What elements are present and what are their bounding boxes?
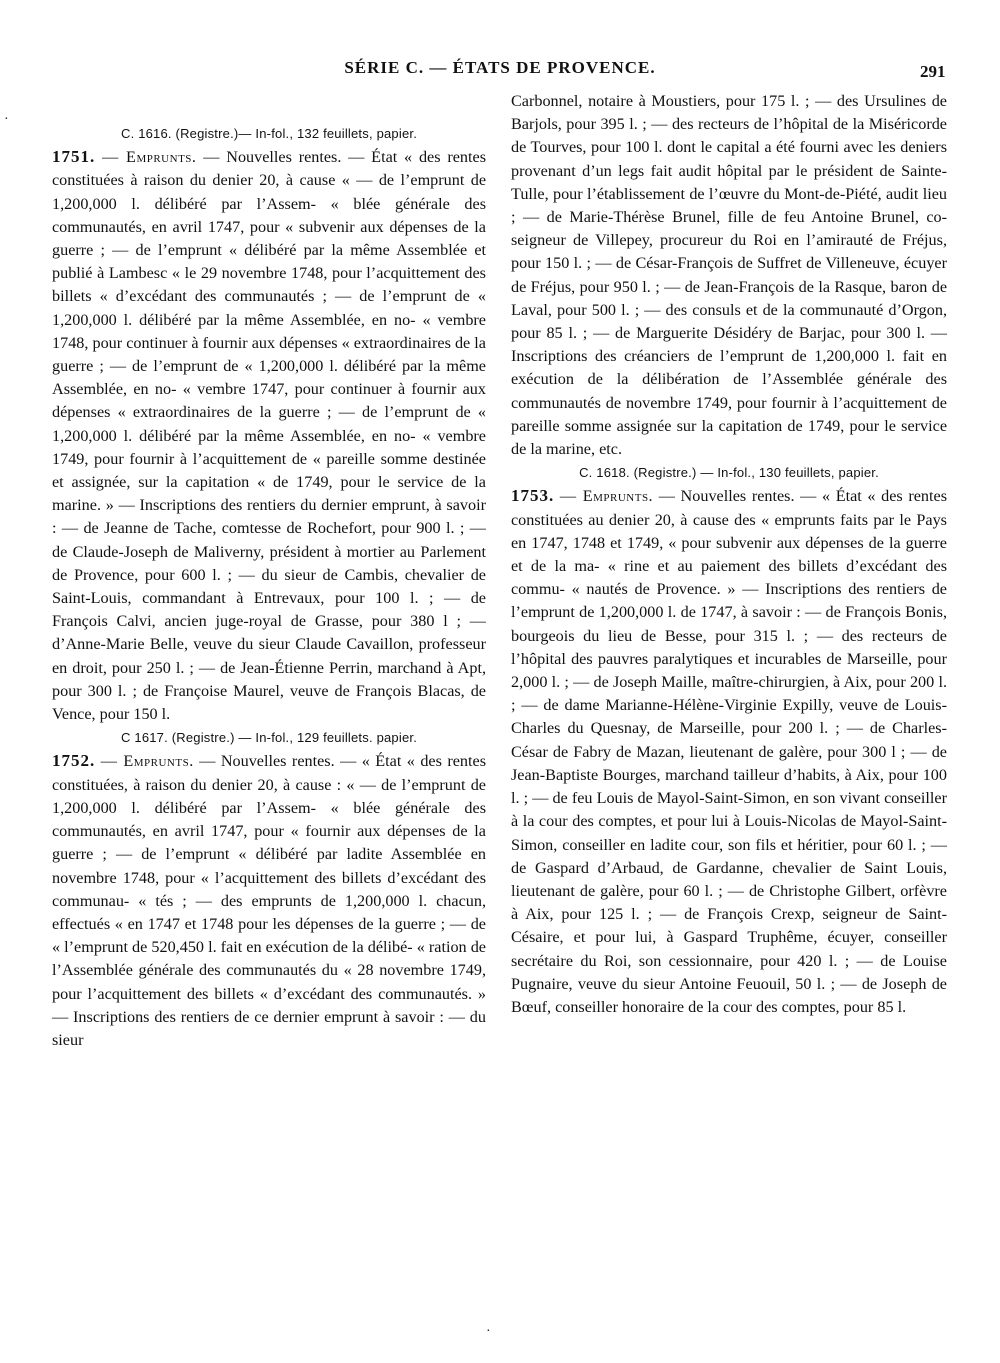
footer-dot: · <box>486 1324 491 1339</box>
left-column <box>52 122 486 1052</box>
entry-year: 1751. <box>52 147 96 167</box>
entry-caption-c1617: C 1617. (Registre.) — In-fol., 129 feuillets. papier. <box>120 730 418 746</box>
entry-caption-c1616: C. 1616. (Registre.)— In-fol., 132 feuillets, papier. <box>120 126 418 141</box>
entry-keyword: — Emprunts. <box>102 148 197 167</box>
entry-year: 1753. <box>511 486 555 506</box>
entry-1751 <box>52 145 486 726</box>
running-header: SÉRIE C. — ÉTATS DE PROVENCE. <box>344 58 656 77</box>
entry-caption-c1618: C. 1618. (Registre.) — In-fol., 130 feuillets, papier. <box>579 465 879 481</box>
entry-body: — Nouvelles rentes. — « État « des rentes constituées au denier 20, à cause des « emprunts faits par le Pays en 1747, 1748 et 1749, « pour subvenir aux dépenses de la guerre et de la ma- « rine et au paiement des billets d’excédant des commu- « nautés de Provence. » — Inscriptions des rentiers de l’emprunt de 1,200,000 l. de 1747, à savoir : — de François Bonis, bourgeois du lieu de Besse, pour 315 l. ; — des recteurs de l’hôpital des pauvres paralytiques et incurables de Marseille, pour 2,000 l. ; — de Joseph Maille, maître-chirurgien, à Aix, pour 200 l. ; — de dame Marianne-Hélène-Virginie Expilly, veuve de Louis-Charles du Quesnay, de Marseille, pour 200 l. ; — de Charles-César de Fabry de Mazan, lieutenant de galère, pour 300 l ; — de Jean-Baptiste Bourges, marchand tailleur d’habits, à Aix, pour 100 l. ; — de feu Louis de Mayol-Saint-Simon, en son vivant conseiller à la cour des comptes, et pour lui à Louis-Nicolas de Mayol-Saint-Simon, conseiller en ladite cour, son fils et héritier, pour 60 l. ; — de Gaspard d’Arbaud, de Gardanne, chevalier de Saint Louis, lieutenant de galère, pour 60 l. ; — de Christophe Gilbert, orfèvre à Aix, pour 125 l. ; — de François Crexp, seigneur de Saint-Césaire, et pour lui, à Gaspard Truphême, écuyer, conseiller secrétaire du Roi, son cessionnaire, pour 420 l. ; — de Louise Pugnaire, veuve du sieur Antoine Feuouil, 50 l. ; — de Joseph de Bœuf, conseiller honoraire de la cour des comptes, pour 85 l. <box>511 487 947 1016</box>
entry-keyword: — Emprunts. <box>100 752 194 771</box>
margin-dot: · <box>4 112 9 127</box>
right-column <box>511 90 947 1019</box>
page-number: 291 <box>920 62 946 81</box>
entry-1752-continuation: Carbonnel, notaire à Moustiers, pour 175 l. ; — des Ursulines de Barjols, pour 395 l. ; — des recteurs de l’hôpital de la Miséricorde de Tourves, pour 100 l. dont le capital a été fourni avec les deniers provenant d’un legs fait audit hôpital par le président de Sainte-Tulle, pour l’établissement de l’œuvre du Mont-de-Piété, audit lieu ; — de Marie-Thérèse Brunel, fille de feu Antoine Brunel, co-seigneur de Villepey, procureur du Roi en l’amirauté de Fréjus, pour 150 l. ; — de César-François de Suffret de Villeneuve, écuyer de Fréjus, pour 950 l. ; — de Jean-François de la Rasque, baron de Laval, pour 500 l. ; — des consuls et de la communauté d’Orgon, pour 85 l. ; — de Marguerite Désidéry de Barjac, pour 300 l. — Inscriptions des créanciers de l’emprunt de 1,200,000 l. fait en exécution de la délibération de l’Assemblée générale des communautés de novembre 1749, pour fournir à l’acquittement de pareille somme assignée sur la capitation de 1749, pour le service de la marine, etc. <box>511 92 947 459</box>
entry-body: — Nouvelles rentes. — « État « des rentes constituées, à raison du denier 20, à cause : « — de l’emprunt de 1,200,000 l. délibéré par l’Assem- « blée générale des communautés, en avril 1747, pour « fournir aux dépenses de la guerre ; — de l’emprunt « délibéré par ladite Assemblée en novembre 1748, pour « l’acquittement des billets d’excédant des communau- « tés ; — des emprunts de 1,200,000 l. chacun, effectués « en 1747 et 1748 pour les dépenses de la guerre ; — de « l’emprunt de 520,450 l. fait en exécution de la délibé- « ration de l’Assemblée générale des communautés du « 28 novembre 1749, pour l’acquittement des billets « d’excédant des communautés. » — Inscriptions des rentiers de ce dernier emprunt à savoir : — du sieur <box>52 752 486 1049</box>
entry-1752 <box>52 749 486 1052</box>
entry-keyword: — Emprunts. <box>559 487 654 506</box>
entry-year: 1752. <box>52 751 96 771</box>
entry-body: — Nouvelles rentes. — État « des rentes constituées à raison du denier 20, à cause « — de l’emprunt de 1,200,000 l. délibéré par l’Assem- « blée générale des communautés, en avril 1747, pour « subvenir aux dépenses de la guerre ; — de l’emprunt « délibéré par la même Assemblée et publié à Lambesc « le 29 novembre 1748, pour l’acquittement des billets « d’excédant des communautés ; — de l’emprunt de « 1,200,000 l. délibéré par la même Assemblée, en no- « vembre 1748, pour continuer à fournir aux dépenses « extraordinaires de la guerre ; — de l’emprunt de « 1,200,000 l. délibéré par la même Assemblée, en no- « vembre 1747, pour continuer à fournir aux dépenses « extraordinaires de la guerre ; — de l’emprunt de « 1,200,000 l. délibéré par la même Assemblée, en no- « vembre 1749, pour fournir à l’acquittement de « pareille somme destinée et assignée, sur la capitation « de 1749, pour le service de la marine. » — Inscriptions des rentiers du dernier emprunt, à savoir : — de Jeanne de Tache, comtesse de Rochefort, pour 900 l. ; — de Claude-Joseph de Maliverny, président à mortier au Parlement de Provence, pour 600 l. ; — du sieur de Cambis, chevalier de Saint-Louis, commandant à Entrevaux, pour 100 l. ; — de François Calvi, ancien juge-royal de Grasse, pour 380 l ; — d’Anne-Marie Belle, veuve du sieur Claude Cavaillon, professeur en droit, pour 250 l. ; — de Jean-Étienne Perrin, marchand à Apt, pour 300 l. ; de Françoise Maurel, veuve de François Blacas, de Vence, pour 150 l. <box>52 148 486 724</box>
entry-1753 <box>511 484 947 1019</box>
